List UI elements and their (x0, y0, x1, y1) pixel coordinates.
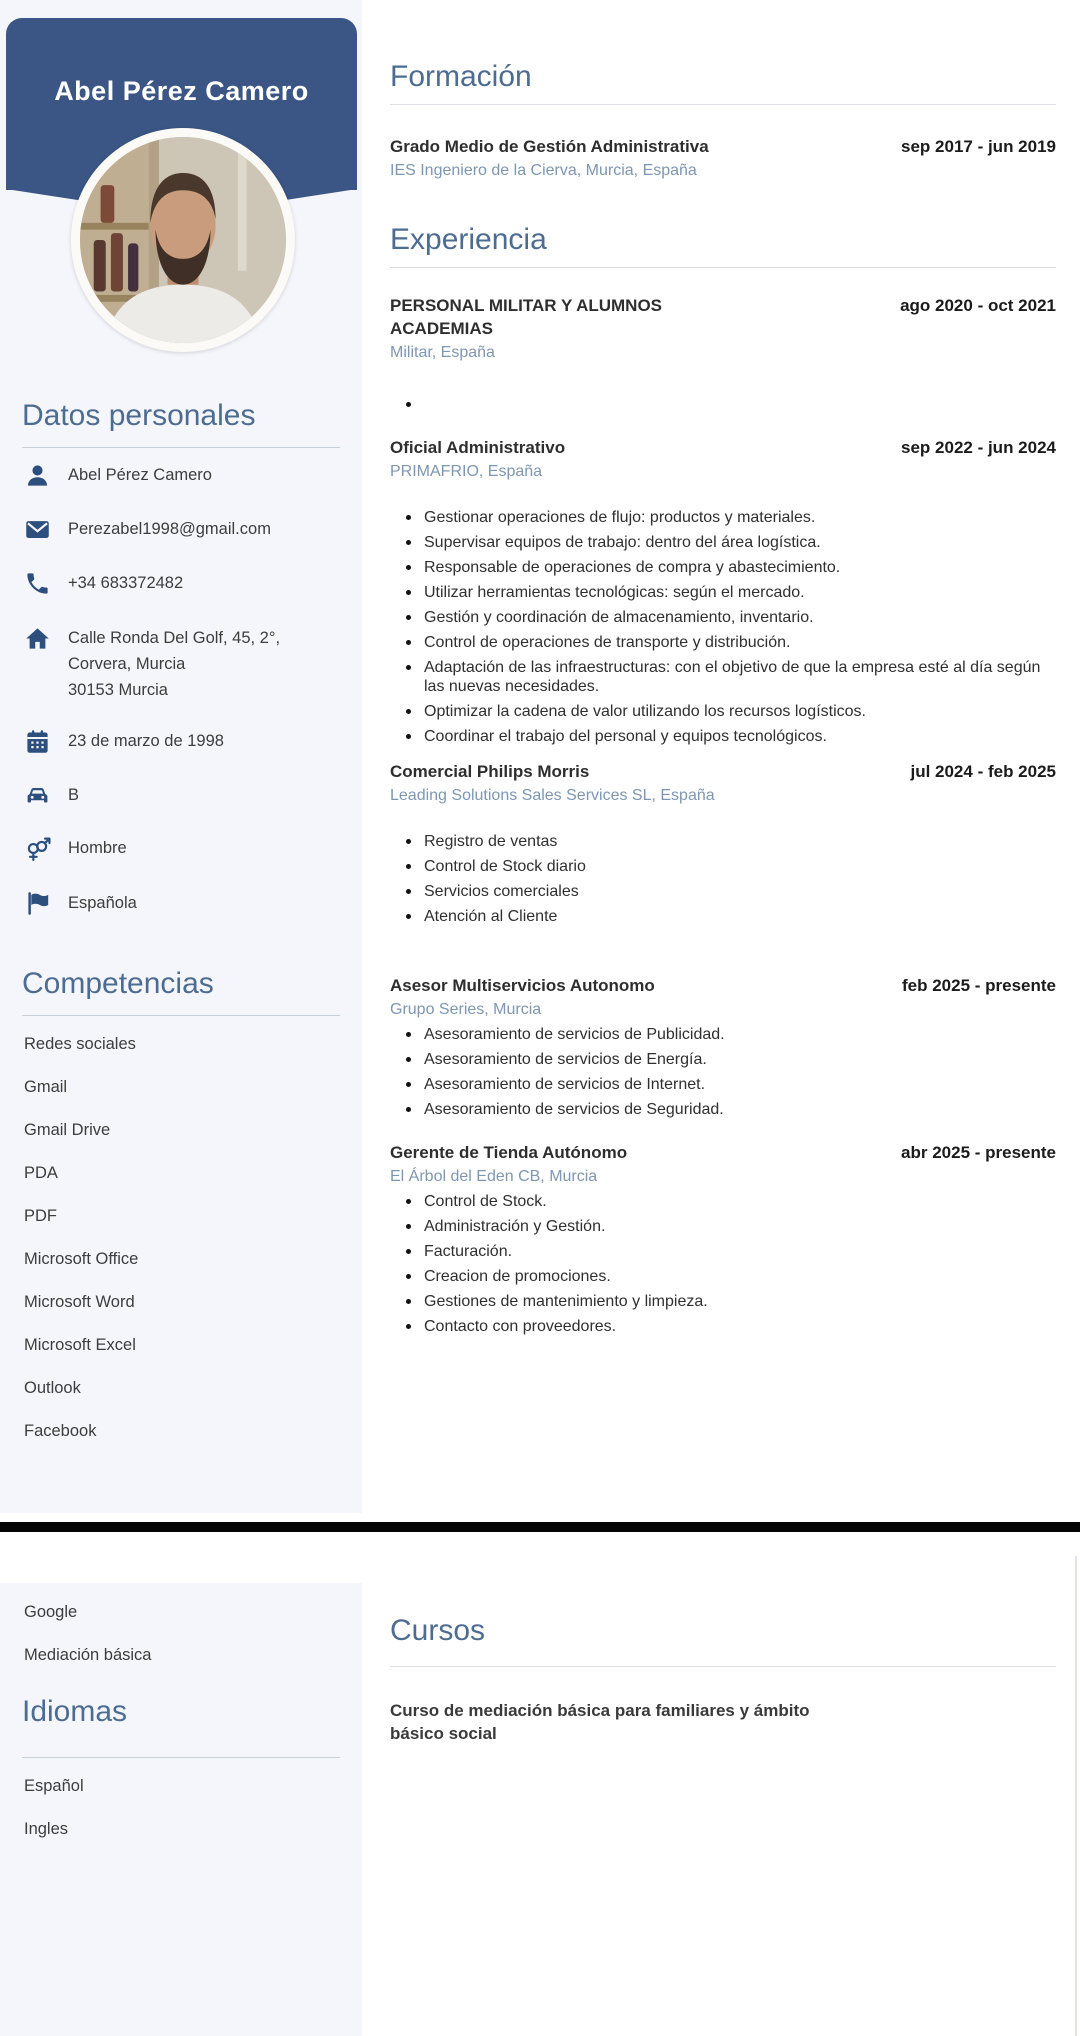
profile-photo-illustration (80, 137, 286, 343)
skill-item: Outlook (24, 1379, 81, 1397)
job-bullets (402, 395, 1056, 414)
skill-item: Redes sociales (24, 1035, 136, 1053)
user-icon (24, 462, 51, 489)
experience-entry (390, 974, 1056, 1119)
skill-item: Mediación básica (24, 1646, 152, 1664)
language-item: Español (24, 1777, 84, 1795)
bullet-item: Servicios comerciales (402, 882, 1044, 901)
divider (390, 267, 1056, 268)
education-title: Grado Medio de Gestión Administrativa (390, 137, 709, 156)
job-title: Oficial Administrativo (390, 438, 566, 457)
flag-icon (24, 890, 51, 917)
bullet-item: Gestiones de mantenimiento y limpieza. (402, 1292, 1044, 1311)
divider (22, 447, 340, 448)
bullet-item: Contacto con proveedores. (402, 1317, 1044, 1336)
skill-item: PDF (24, 1207, 57, 1225)
divider (390, 1666, 1056, 1667)
profile-photo (71, 128, 295, 352)
bullet-item: Gestión y coordinación de almacenamiento, inventario. (402, 608, 1044, 627)
bullet-item: Coordinar el trabajo del personal y equipos tecnológicos. (402, 727, 1044, 746)
job-title: PERSONAL MILITAR Y ALUMNOS ACADEMIAS (390, 296, 663, 338)
main-column-page2 (390, 1612, 1056, 1745)
skill-item: PDA (24, 1164, 58, 1182)
bullet-item: Atención al Cliente (402, 907, 1044, 926)
section-title-idiomas: Idiomas (22, 1695, 128, 1728)
bullet-item: Asesoramiento de servicios de Seguridad. (402, 1100, 1044, 1119)
divider (22, 1015, 340, 1016)
contact-row-gender (24, 835, 334, 862)
address-line: Calle Ronda Del Golf, 45, 2°, (68, 629, 281, 647)
experience-entry (390, 294, 1056, 414)
job-title: Asesor Multiservicios Autonomo (390, 976, 655, 995)
bullet-item: Control de operaciones de transporte y distribución. (402, 633, 1044, 652)
bullet-item: Optimizar la cadena de valor utilizando los recursos logísticos. (402, 702, 1044, 721)
contact-row-address (24, 625, 334, 703)
section-title-formacion: Formación (390, 60, 532, 93)
date-range: abr 2025 - presente (901, 1143, 1056, 1162)
divider (22, 1757, 340, 1758)
bullet-item: Control de Stock diario (402, 857, 1044, 876)
contact-row-nationality (24, 890, 334, 917)
course-title: Curso de mediación básica para familiares y ámbito básico social (390, 1701, 810, 1743)
address-line: 30153 Murcia (68, 681, 168, 699)
section-title-datos-personales: Datos personales (22, 399, 256, 432)
contact-value: B (68, 786, 80, 804)
skill-item: Microsoft Excel (24, 1336, 136, 1354)
contact-value: Perezabel1998@gmail.com (68, 520, 271, 538)
bullet-item: Asesoramiento de servicios de Internet. (402, 1075, 1044, 1094)
job-company: El Árbol del Eden CB, Murcia (390, 1168, 598, 1185)
contact-value: Española (68, 894, 137, 912)
skill-item: Gmail (24, 1078, 68, 1096)
contact-value: Abel Pérez Camero (68, 466, 212, 484)
job-company: Leading Solutions Sales Services SL, España (390, 787, 715, 804)
home-icon (24, 625, 51, 652)
bullet-item: Asesoramiento de servicios de Energía. (402, 1050, 1044, 1069)
skill-item: Facebook (24, 1422, 97, 1440)
person-name: Abel Pérez Camero (54, 76, 309, 106)
contact-value: Hombre (68, 839, 127, 857)
bullet-item: Supervisar equipos de trabajo: dentro del área logística. (402, 533, 1044, 552)
competencias-list (24, 1033, 138, 1463)
job-company: Grupo Series, Murcia (390, 1001, 542, 1018)
education-entry (390, 135, 1056, 181)
skill-item: Microsoft Word (24, 1293, 135, 1311)
phone-icon (24, 570, 51, 597)
address-line: Corvera, Murcia (68, 655, 186, 673)
skill-item: Google (24, 1603, 78, 1621)
page-break-bar (0, 1522, 1080, 1532)
bullet-item (402, 395, 1044, 414)
calendar-icon (24, 728, 51, 755)
experience-entry (390, 760, 1056, 926)
competencias-overflow-list (24, 1601, 152, 1687)
bullet-item: Utilizar herramientas tecnológicas: según el mercado. (402, 583, 1044, 602)
bullet-item: Adaptación de las infraestructuras: con el objetivo de que la empresa esté al día según las nuevas necesidades. (402, 658, 1044, 696)
contact-value: 23 de marzo de 1998 (68, 732, 224, 750)
main-column-page1 (390, 58, 1056, 1342)
date-range: jul 2024 - feb 2025 (910, 762, 1056, 781)
job-title: Comercial Philips Morris (390, 762, 590, 781)
job-company: Militar, España (390, 344, 495, 361)
section-title-competencias: Competencias (22, 967, 214, 1000)
contact-row-birthdate (24, 728, 334, 755)
bullet-item: Responsable de operaciones de compra y abastecimiento. (402, 558, 1044, 577)
date-range: sep 2017 - jun 2019 (901, 137, 1056, 156)
date-range: ago 2020 - oct 2021 (900, 296, 1056, 315)
job-company: PRIMAFRIO, España (390, 463, 543, 480)
contact-row-name (24, 462, 334, 489)
contact-value: +34 683372482 (68, 574, 184, 592)
experience-entry (390, 1141, 1056, 1336)
page-edge-line (1075, 1556, 1077, 2036)
section-title-experiencia: Experiencia (390, 223, 547, 256)
bullet-item: Creacion de promociones. (402, 1267, 1044, 1286)
bullet-item: Gestionar operaciones de flujo: productos y materiales. (402, 508, 1044, 527)
contact-row-phone (24, 570, 334, 597)
date-range: sep 2022 - jun 2024 (901, 438, 1056, 457)
bullet-item: Registro de ventas (402, 832, 1044, 851)
job-bullets (402, 832, 1056, 926)
gender-icon (24, 835, 51, 862)
car-icon (24, 782, 51, 809)
skill-item: Gmail Drive (24, 1121, 111, 1139)
bullet-item: Asesoramiento de servicios de Publicidad. (402, 1025, 1044, 1044)
contact-row-driving-license (24, 782, 334, 809)
date-range: feb 2025 - presente (901, 976, 1056, 995)
section-title-cursos: Cursos (390, 1614, 486, 1647)
bullet-item: Administración y Gestión. (402, 1217, 1044, 1236)
idiomas-list (24, 1775, 84, 1861)
experience-entry (390, 436, 1056, 746)
skill-item: Microsoft Office (24, 1250, 139, 1268)
mail-icon (24, 516, 51, 543)
job-bullets (402, 508, 1056, 746)
job-bullets (402, 1192, 1056, 1336)
job-bullets (402, 1025, 1056, 1119)
contact-value (68, 625, 280, 703)
contact-row-email (24, 516, 334, 543)
job-title: Gerente de Tienda Autónomo (390, 1143, 628, 1162)
divider (390, 104, 1056, 105)
education-institution: IES Ingeniero de la Cierva, Murcia, España (390, 162, 697, 179)
language-item: Ingles (24, 1820, 69, 1838)
bullet-item: Facturación. (402, 1242, 1044, 1261)
bullet-item: Control de Stock. (402, 1192, 1044, 1211)
